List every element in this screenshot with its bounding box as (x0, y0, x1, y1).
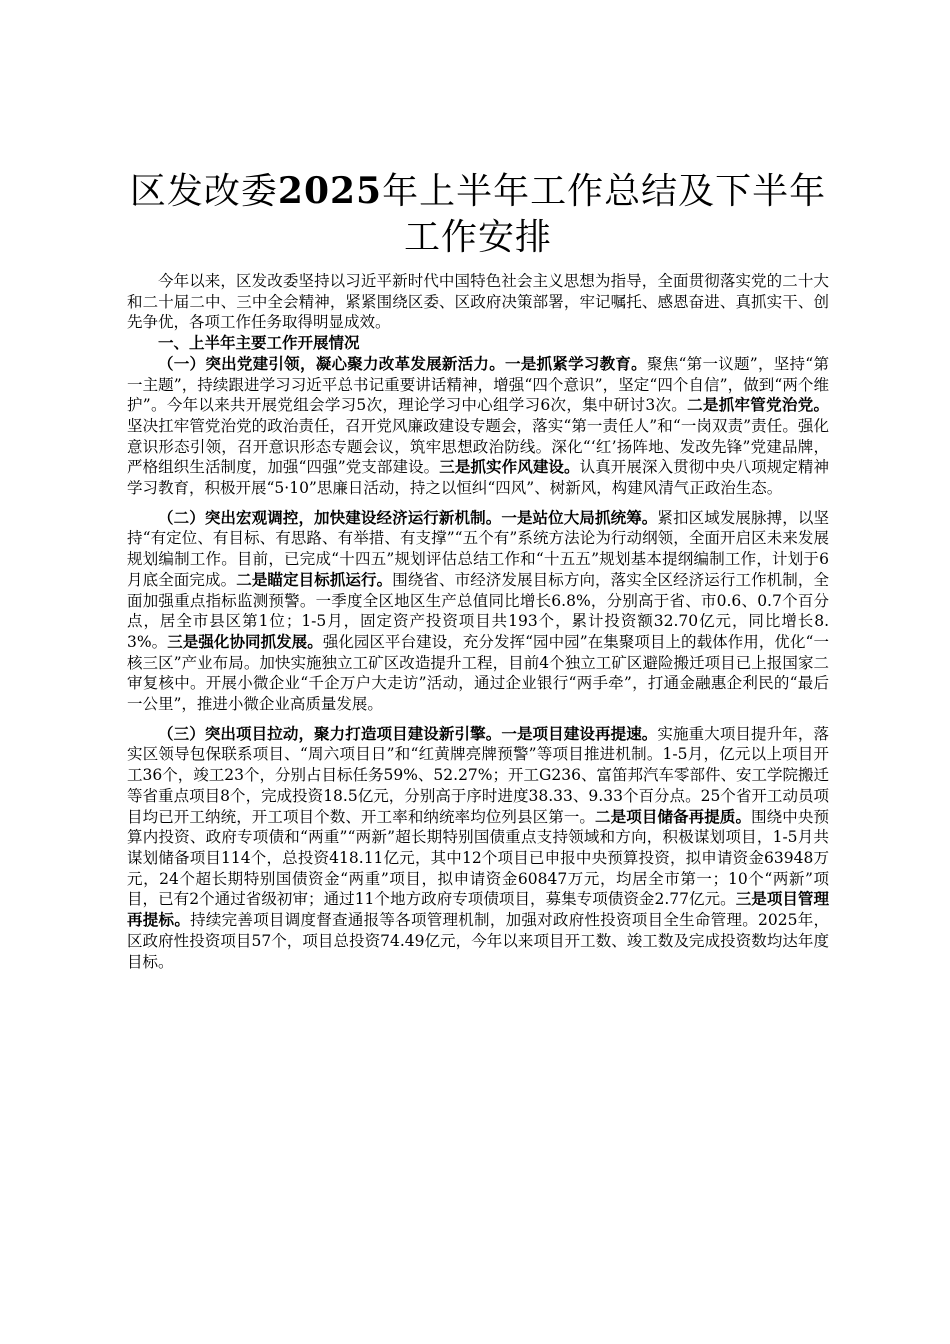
point-text: 坚决扛牢管党治党的政治责任，召开党风廉政建设专题会，落实“第一责任人”和“一岗双责”责任。强化意识形态引领，召开意识形态专题会议，筑牢思想政治防线。深化“‘红’扬阵地、发改先锋”党建品牌，严格组织生活制度，加强“四强”党支部建设。 (127, 416, 829, 477)
document-page (127, 168, 829, 972)
point-heading: 二是抓牢管党治党。 (687, 395, 829, 415)
paragraph-projects (127, 724, 829, 972)
paragraph-party-building (127, 354, 829, 499)
point-text: 聚焦“第一议题”，坚持“第一主题”，持续跟进学习习近平总书记重要讲话精神，增强“四个意识”，坚定“四个自信”，做到“两个维护”。今年以来共开展党组会学习5次，理论学习中心组学习6次，集中研讨3次。 (127, 354, 829, 415)
point-text: 围绕中央预算内投资、政府专项债和“两重”“两新”超长期特别国债重点支持领域和方向，积极谋划项目，1-5月共谋划储备项目114个，总投资418.11亿元，其中12个项目已申报中央预算投资，拟申请资金63948万元，24个超长期特别国债资金“两重”项目，拟申请资金60847万元，均居全市第一；10个“两新”项目，已有2个通过省级初审；通过11个地方政府专项债项目，募集专项债资金2.77亿元。 (127, 807, 829, 909)
paragraph-macro-control (127, 508, 829, 715)
point-heading: 一是抓紧学习教育。 (504, 353, 647, 373)
intro-paragraph: 今年以来，区发改委坚持以习近平新时代中国特色社会主义思想为指导，全面贯彻落实党的二十大和二十届二中、三中全会精神，紧紧围绕区委、区政府决策部署，牢记嘱托、感恩奋进、真抓实干、创先争优，各项工作任务取得明显成效。 (127, 272, 829, 332)
point-heading: 三是项目管理再提标。 (127, 889, 829, 930)
point-text: 强化园区平台建设，充分发挥“园中园”在集聚项目上的载体作用，优化“一核三区”产业布局。加快实施独立工矿区改造提升工程，目前4个独立工矿区避险搬迁项目已上报国家二审复核中。开展小微企业“千企万户大走访”活动，通过企业银行“两手牵”，打通金融惠企利民的“最后一公里”，推进小微企业高质量发展。 (127, 632, 830, 714)
paragraph-heading: （一）突出党建引领，凝心聚力改革发展新活力。 (158, 353, 505, 373)
section-heading: 一、上半年主要工作开展情况 (158, 333, 360, 353)
point-text: 围绕省、市经济发展目标方向，落实全区经济运行工作机制，全面加强重点指标监测预警。一季度全区地区生产总值同比增长6.8%，分别高于省、市0.6、0.7个百分点，居全市县区第1位；1-5月，固定资产投资项目共193个，累计投资额32.70亿元，同比增长8.3%。 (127, 570, 829, 651)
document-title (127, 168, 829, 261)
paragraph-heading: （二）突出宏观调控，加快建设经济运行新机制。 (158, 507, 502, 527)
point-heading: 二是瞄定目标抓运行。 (236, 569, 393, 589)
point-text: 认真开展深入贯彻中央八项规定精神学习教育，积极开展“5·10”思廉日活动，持之以恒纠“四风”、树新风，构建风清气正政治生态。 (127, 458, 829, 498)
title-part2: 年上半年工作总结及下半年工作安排 (382, 171, 827, 258)
point-heading: 二是项目储备再提质。 (595, 806, 752, 826)
title-part1: 区发改委 (129, 171, 278, 212)
point-heading: 一是项目建设再提速。 (501, 723, 658, 743)
point-heading: 三是强化协同抓发展。 (167, 631, 323, 651)
point-heading: 三是抓实作风建设。 (439, 457, 580, 477)
title-year: 2025 (277, 170, 383, 212)
point-text: 实施重大项目提升年，落实区领导包保联系项目、“周六项目日”和“红黄牌亮牌预警”等项目推进机制。1-5月，亿元以上项目开工36个，竣工23个，分别占目标任务59%、52.27%；开工G236、富笛邦汽车零部件、安工学院搬迁等省重点项目8个，完成投资18.5亿元，分别高于序时进度38.33、9.33个百分点。25个省开工动员项目均已开工纳统，开工项目个数、开工率和纳统率均位列县区第一。 (127, 724, 829, 826)
point-heading: 一是站位大局抓统筹。 (501, 507, 658, 527)
point-text: 持续完善项目调度督查通报等各项管理机制，加强对政府性投资项目全生命管理。2025年，区政府性投资项目57个，项目总投资74.49亿元，今年以来项目开工数、竣工数及完成投资数均达年度目标。 (127, 911, 829, 971)
paragraph-heading: （三）突出项目拉动，聚力打造项目建设新引擎。 (158, 723, 502, 743)
point-text: 紧扣区域发展脉搏，以坚持“有定位、有目标、有思路、有举措、有支撑”“五个有”系统方法论为行动纲领，全面开启区未来发展规划编制工作。目前，已完成“十四五”规划评估总结工作和“十五五”规划基本提纲编制工作，计划于6月底全面完成。 (127, 508, 829, 589)
